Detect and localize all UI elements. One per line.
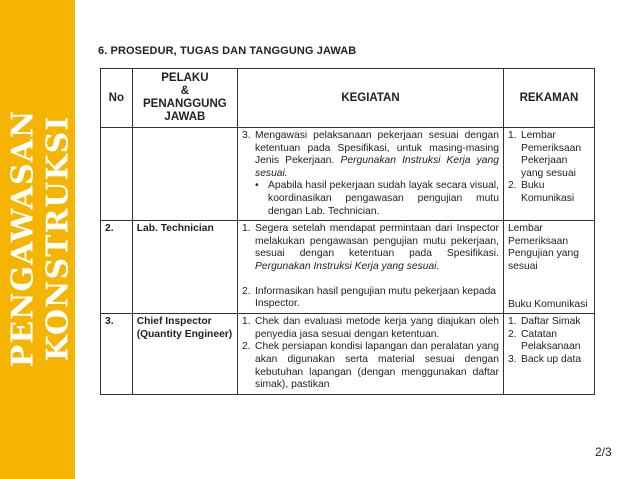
row3-kegiatan [238, 314, 504, 395]
item-text-plain: Mengawasi pelaksanaan pekerjaan sesuai dengan ketentuan pada Spesifikasi, untuk masing-masing Jenis Pekerjaan. [255, 130, 499, 167]
item-text [255, 130, 499, 180]
item-number: 3. [242, 130, 251, 141]
page-number: 2/3 [595, 445, 612, 459]
item-text: Daftar Simak [520, 316, 581, 328]
list-item-bullet [242, 180, 499, 218]
header-kegiatan: KEGIATAN [238, 69, 504, 128]
item-text: Chek persiapan kondisi lapangan dan peralatan yang akan digunakan serta material sesuai dengan kebutuhan lapangan (dengan menggunakan daftar simak), pastikan [255, 341, 499, 391]
item-text [255, 223, 499, 273]
row3-no: 3. [101, 314, 133, 395]
item-text: Informasikan hasil pengujian mutu pekerjaan kepada Inspector. [255, 285, 497, 310]
list-item [242, 316, 499, 341]
list-item [508, 316, 590, 329]
item-number: 1. [507, 130, 517, 141]
record-text: Lembar Pemeriksaan Pengujian yang sesuai [507, 223, 579, 272]
list-item [242, 130, 499, 180]
item-text: Catatan Pelaksanaan [520, 328, 581, 353]
item-number: 3. [507, 353, 517, 365]
item-number: 2. [242, 285, 251, 297]
row2-kegiatan [238, 221, 504, 314]
header-rekaman: REKAMAN [503, 69, 594, 128]
list-item [508, 354, 590, 367]
sidebar-banner [0, 0, 75, 479]
header-pelaku-line3: PENANGGUNG [143, 98, 227, 110]
section-heading: 6. PROSEDUR, TUGAS DAN TANGGUNG JAWAB [98, 45, 357, 57]
item-text-italic: Pergunakan Instruksi Kerja yang sesuai. [255, 155, 499, 179]
item-number: 2. [507, 328, 517, 340]
sidebar-title-line2: KONSTRUKSI [40, 115, 76, 362]
item-text-plain: Segera setelah mendapat permintaan dari Inspector melakukan pengawasan pengujian mutu pekerjaan, sesuai dengan ketentuan pada Spesifikasi. [255, 223, 499, 260]
item-number: 2. [242, 341, 251, 353]
row1-rekaman [503, 128, 594, 221]
table-row [101, 314, 595, 395]
header-pelaku-line2: & [180, 85, 190, 97]
row2-pelaku: Lab. Technician [132, 221, 237, 314]
spacer [508, 274, 590, 299]
item-number: 1. [242, 316, 251, 328]
row3-rekaman [503, 314, 594, 395]
bullet-icon: • [255, 180, 259, 192]
item-text: Back up data [520, 353, 582, 365]
item-text: Buku Komunikasi [520, 180, 575, 204]
item-text: Chek dan evaluasi metode kerja yang diajukan oleh penyedia jasa sesuai dengan ketentuan. [255, 316, 499, 340]
table-header-row [101, 69, 595, 128]
row2-no: 2. [101, 221, 133, 314]
list-item [242, 286, 499, 311]
list-item [242, 223, 499, 273]
procedure-table [100, 68, 595, 395]
bullet-text: Apabila hasil pekerjaan sudah layak secara visual, koordinasikan pengawasan pengujian mutu dengan Lab. Technician. [268, 180, 499, 217]
item-number: 1. [242, 223, 251, 235]
header-pelaku-line4: JAWAB [164, 111, 206, 123]
sidebar-title-line1: PENGAWASAN [5, 109, 41, 368]
item-number: 1. [507, 316, 517, 328]
item-number: 2. [507, 180, 517, 192]
row2-rekaman [503, 221, 594, 314]
table-row [101, 128, 595, 221]
row1-kegiatan [238, 128, 504, 221]
header-pelaku-line1: PELAKU [161, 72, 209, 84]
item-text-italic: Pergunakan Instruksi Kerja yang sesuai. [255, 260, 440, 272]
row1-pelaku [132, 128, 237, 221]
row3-pelaku: Chief Inspector (Quantity Engineer) [132, 314, 237, 395]
list-item [508, 130, 590, 180]
spacer [242, 274, 499, 286]
list-item [242, 341, 499, 391]
header-pelaku [132, 69, 237, 128]
item-text: Lembar Pemeriksaan Pekerjaan yang sesuai [520, 130, 582, 179]
list-item [508, 180, 590, 205]
header-no: No [101, 69, 133, 128]
record-text: Buku Komunikasi [507, 298, 588, 310]
table-row [101, 221, 595, 314]
list-item [508, 329, 590, 354]
row1-no [101, 128, 133, 221]
